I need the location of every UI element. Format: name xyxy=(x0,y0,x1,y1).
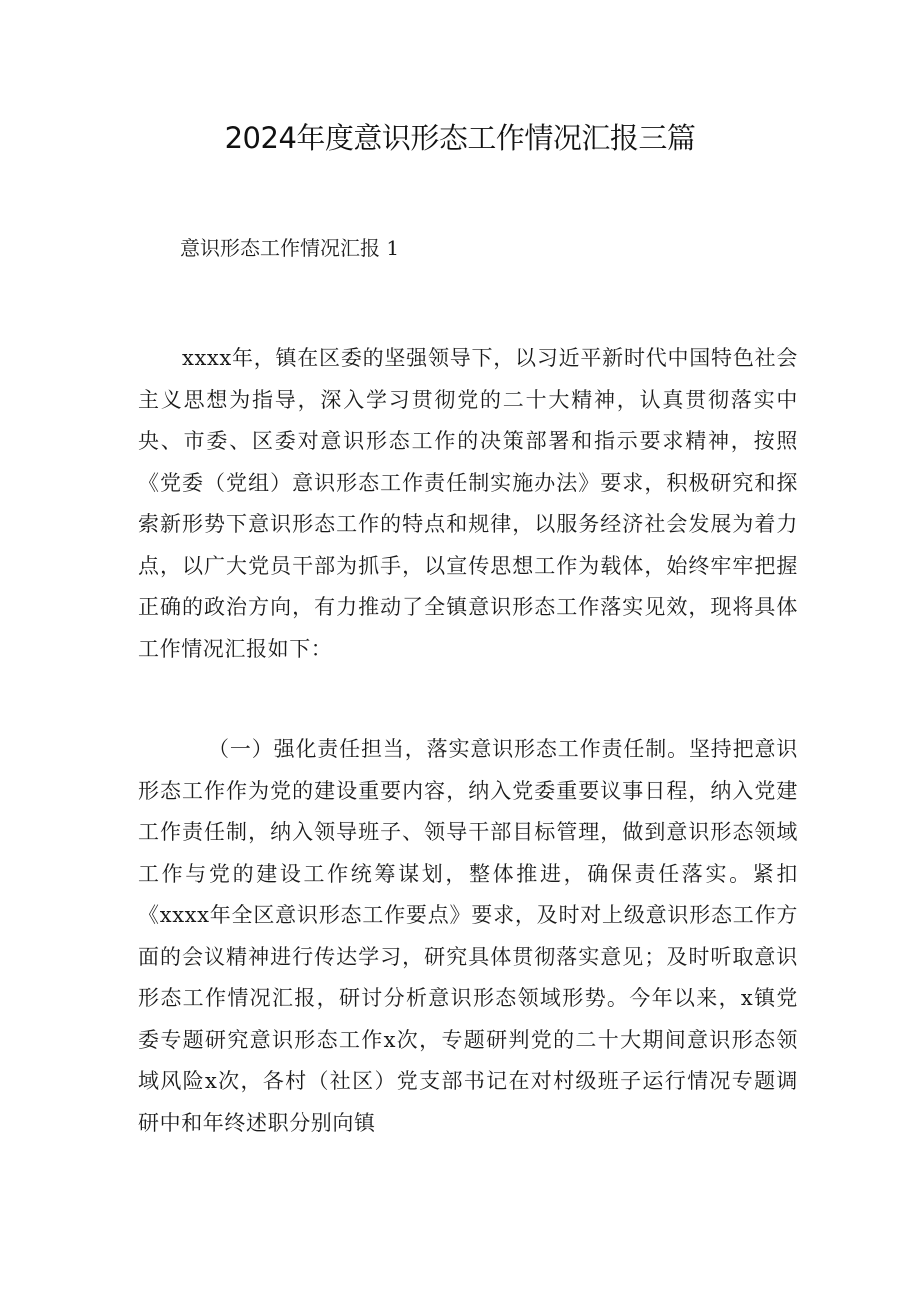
paragraph-intro: xxxx年，镇在区委的坚强领导下，以习近平新时代中国特色社会主义思想为指导，深入学习贯彻党的二十大精神，认真贯彻落实中央、市委、区委对意识形态工作的决策部署和指示要求精神，按照《党委（党组）意识形态工作责任制实施办法》要求，积极研究和探索新形势下意识形态工作的特点和规律，以服务经济社会发展为着力点，以广大党员干部为抓手，以宣传思想工作为载体，始终牢牢把握正确的政治方向，有力推动了全镇意识形态工作落实见效，现将具体工作情况汇报如下： xyxy=(138,346,798,661)
paragraph-responsibility: （一）强化责任担当，落实意识形态工作责任制。坚持把意识形态工作作为党的建设重要内容，纳入党委重要议事日程，纳入党建工作责任制，纳入领导班子、领导干部目标管理，做到意识形态领域工作与党的建设工作统筹谋划，整体推进，确保责任落实。紧扣《xxxx年全区意识形态工作要点》要求，及时对上级意识形态工作方面的会议精神进行传达学习，研究具体贯彻落实意见；及时听取意识形态工作情况汇报，研讨分析意识形态领域形势。今年以来，x镇党委专题研究意识形态工作x次，专题研判党的二十大期间意识形态领域风险x次，各村（社区）党支部书记在对村级班子运行情况专题调研中和年终述职分别向镇 xyxy=(138,737,798,1135)
section-heading: 意识形态工作情况汇报 1 xyxy=(180,236,400,260)
document-title: 2024年度意识形态工作情况汇报三篇 xyxy=(224,121,696,155)
